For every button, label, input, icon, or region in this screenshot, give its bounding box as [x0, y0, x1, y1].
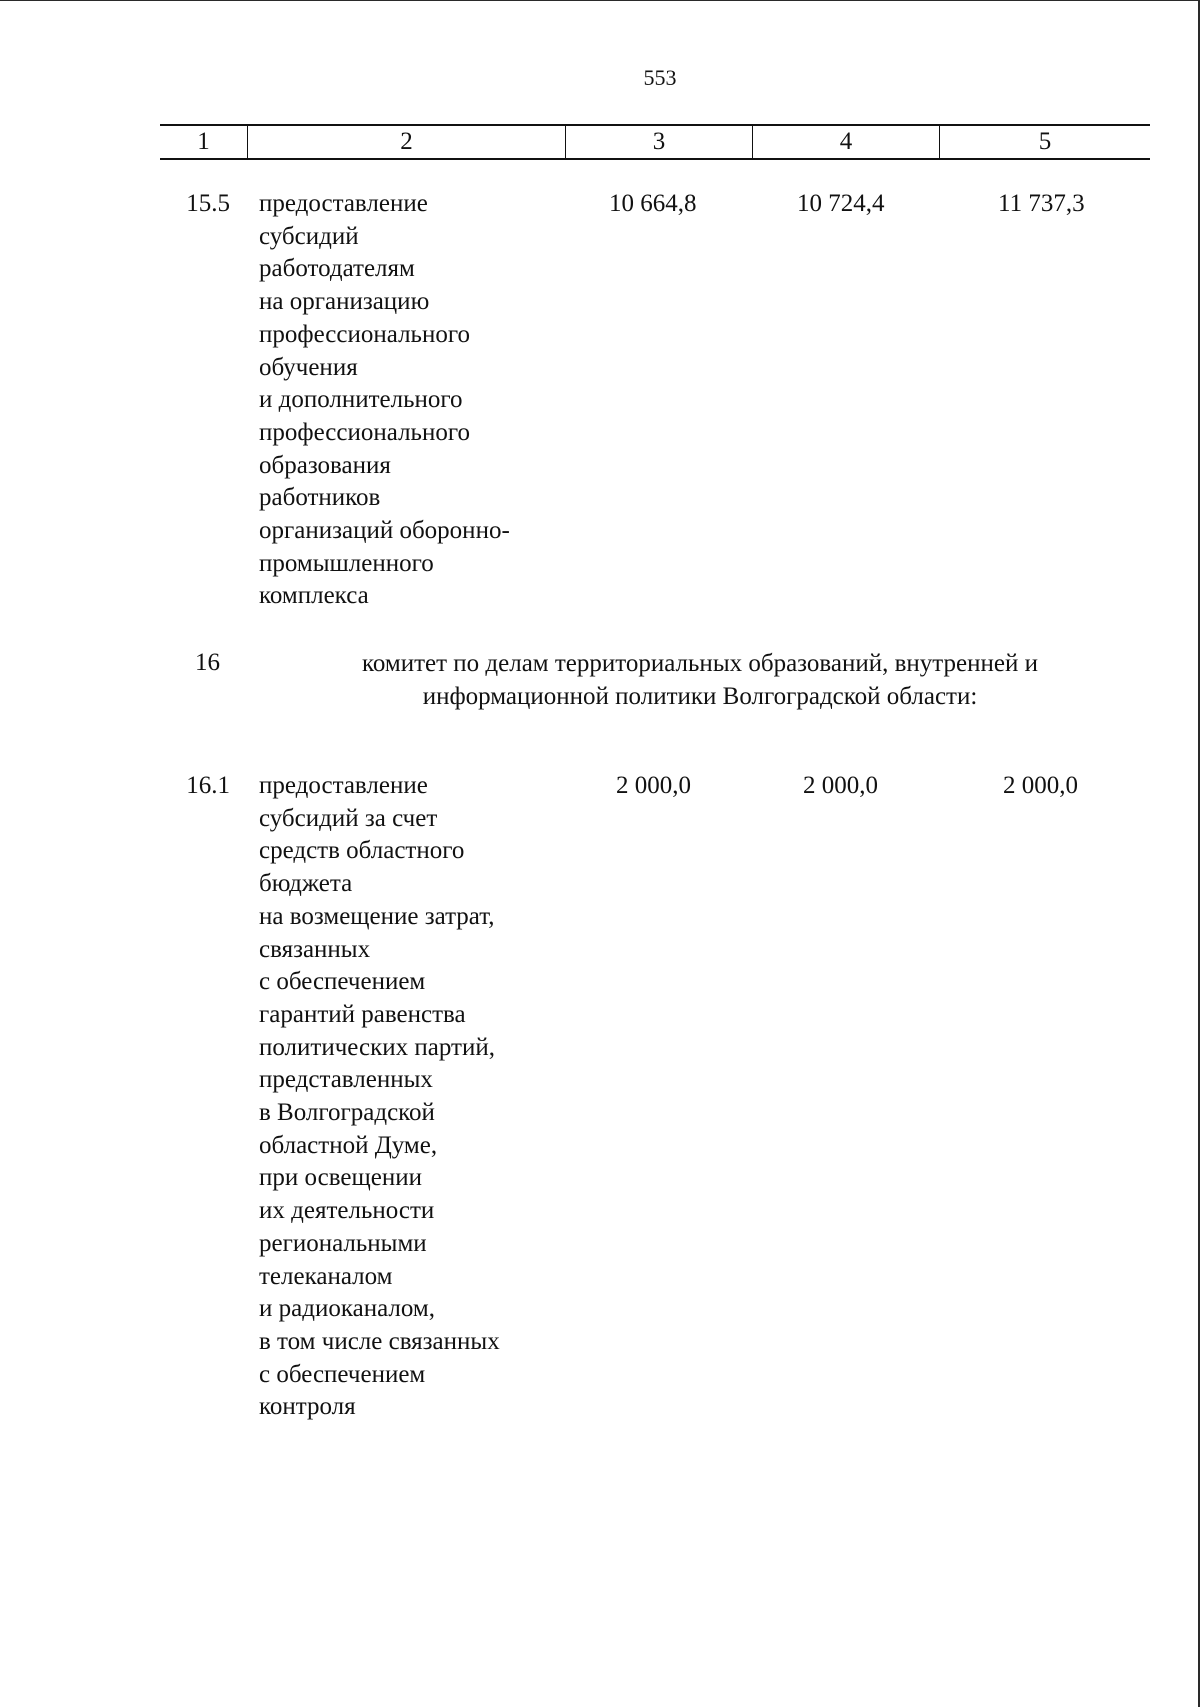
description-line: представленных [259, 1066, 433, 1094]
row-number: 16.1 [186, 772, 230, 799]
description-line: и радиоканалом, [259, 1295, 435, 1323]
header-col-1: 1 [197, 128, 210, 155]
description-line: организаций оборонно- [259, 517, 510, 545]
description-line: в Волгоградской [259, 1099, 435, 1127]
section-title-line: информационной политики Волгоградской области: [422, 683, 978, 710]
description-line: субсидий за счет [259, 804, 438, 832]
row-description [259, 188, 549, 613]
description-line: профессионального [259, 418, 470, 446]
description-line: региональными [259, 1229, 427, 1257]
description-line: промышленного [259, 549, 434, 577]
description-line: и дополнительного [259, 386, 463, 414]
page-number: 553 [643, 65, 677, 90]
value-col-4: 2 000,0 [803, 772, 878, 799]
header-col-3: 3 [565, 126, 752, 158]
value-col-4: 10 724,4 [797, 190, 885, 217]
section-title-line: комитет по делам территориальных образований, внутренней и [361, 650, 1038, 677]
value-col-3: 2 000,0 [616, 772, 691, 799]
description-line: с обеспечением [259, 1360, 426, 1388]
description-line: гарантий равенства [259, 1000, 466, 1028]
description-line: политических партий, [259, 1033, 495, 1061]
description-line: областной Думе, [259, 1131, 438, 1159]
description-line: на организацию [259, 288, 430, 316]
description-line: средств областного [259, 837, 465, 865]
header-col-4: 4 [752, 126, 939, 158]
description-line: профессионального [259, 320, 470, 348]
description-line: контроля [259, 1393, 356, 1421]
description-line: на возмещение затрат, [259, 902, 495, 930]
header-col-2: 2 [247, 126, 565, 158]
description-line: субсидий [259, 222, 359, 250]
description-line: работников [259, 484, 381, 512]
section-title [290, 647, 1110, 713]
row-number: 15.5 [186, 190, 230, 217]
page-border-top [0, 0, 1200, 1]
description-line: телеканалом [259, 1262, 393, 1290]
description-line: предоставление [259, 772, 428, 799]
description-line: с обеспечением [259, 968, 426, 996]
description-line: в том числе связанных [259, 1327, 500, 1355]
table-header [160, 124, 1150, 160]
description-line: работодателям [259, 255, 415, 283]
row-description [259, 770, 549, 1424]
value-col-5: 11 737,3 [998, 190, 1085, 217]
description-line: комплекса [259, 582, 369, 610]
description-line: бюджета [259, 870, 353, 898]
description-line: их деятельности [259, 1197, 435, 1225]
section-number: 16 [195, 649, 220, 676]
description-line: образования [259, 451, 391, 479]
value-col-3: 10 664,8 [609, 190, 697, 217]
description-line: при освещении [259, 1164, 422, 1192]
value-col-5: 2 000,0 [1003, 772, 1078, 799]
header-col-5: 5 [939, 126, 1150, 158]
description-line: связанных [259, 935, 371, 963]
description-line: предоставление [259, 190, 428, 217]
description-line: обучения [259, 353, 358, 381]
